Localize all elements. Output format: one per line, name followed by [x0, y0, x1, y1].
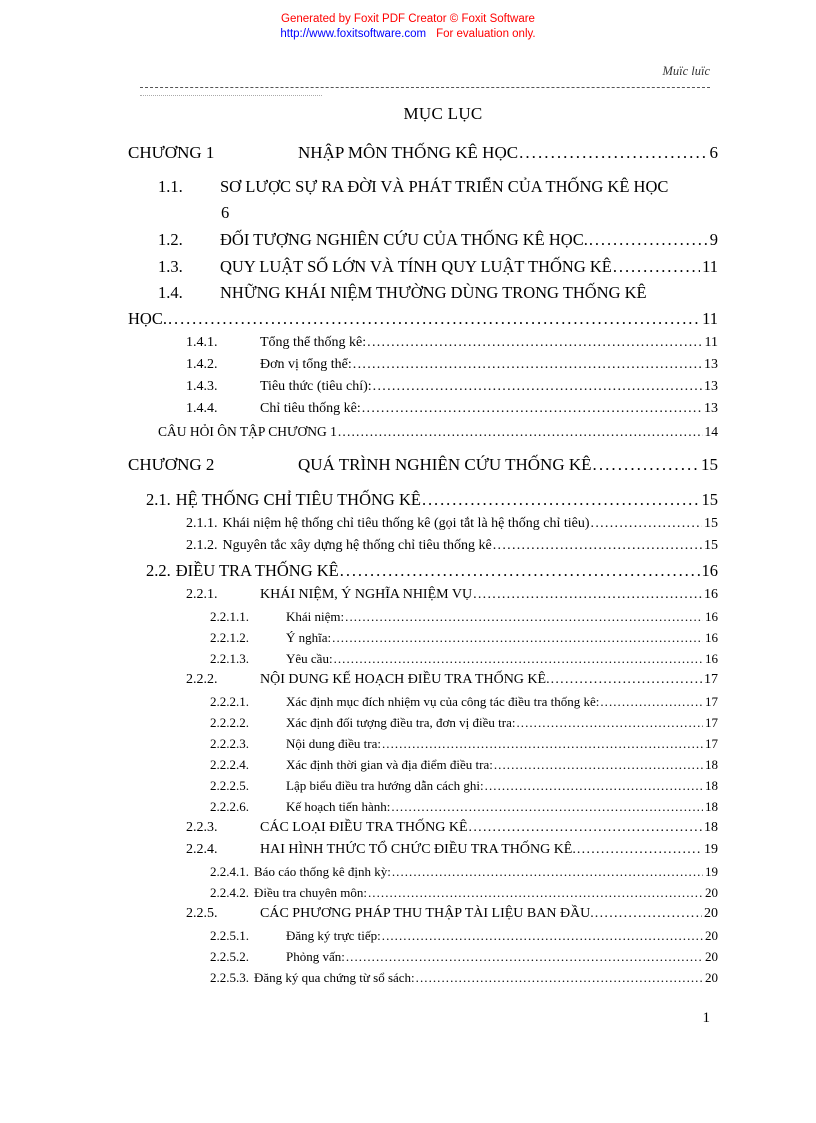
toc-leader-dots	[494, 754, 703, 775]
toc-leader-dots	[346, 946, 703, 967]
toc-entry-page: 11	[702, 257, 718, 276]
toc-entry-number: 1.4.1.	[186, 335, 218, 350]
toc-entry-page: 16	[701, 561, 718, 580]
toc-entry-text: Đơn vị tổng thể:	[260, 357, 352, 372]
toc-entry-page: 18	[705, 778, 718, 793]
toc-leader-dots	[391, 796, 703, 817]
toc-entry-text: Phỏng vấn:	[286, 949, 345, 964]
toc-entry-continuation	[220, 200, 718, 226]
toc-leader-dots	[595, 903, 702, 925]
toc-entry[interactable]	[158, 174, 718, 226]
toc-entry-page: 18	[705, 757, 718, 772]
toc-leader-dots	[340, 557, 700, 584]
toc-entry-text: Xác định thời gian và địa điểm điều tra:	[286, 757, 493, 772]
toc-entry-text: Khái niệm hệ thống chỉ tiêu thống kê (gọi tắt là hệ thống chỉ tiêu)	[222, 516, 590, 531]
toc-entry-text: CÁC LOẠI ĐIỀU TRA THỐNG KÊ	[260, 820, 468, 835]
toc-leader-dots	[551, 669, 702, 691]
toc-entry[interactable]	[210, 691, 718, 712]
toc-entry-page: 15	[701, 455, 718, 474]
toc-entry-text: Yêu cầu:	[286, 651, 333, 666]
toc-entry-page: 6	[221, 203, 230, 222]
toc-leader-dots	[593, 450, 699, 480]
toc-entry[interactable]	[146, 557, 718, 584]
toc-entry-number: 2.1.2.	[186, 538, 218, 553]
toc-entry[interactable]	[186, 513, 718, 535]
toc-entry-page: 20	[705, 949, 718, 964]
running-header: Muïc luïc	[662, 64, 710, 78]
toc-entry-text: Ý nghĩa:	[286, 630, 332, 645]
toc-entry-number: 2.2.2.6.	[210, 799, 249, 814]
toc-entry-text: Lập biểu điều tra hướng dẫn cách ghi:	[286, 778, 484, 793]
toc-entry-number: 2.2.2.3.	[210, 736, 249, 751]
watermark-line-1: Generated by Foxit PDF Creator © Foxit Software	[281, 13, 535, 25]
toc-entry-text: CÂU HỎI ÔN TẬP CHƯƠNG 1	[158, 424, 337, 439]
toc-entry-number: 2.2.1.2.	[210, 630, 249, 645]
toc-entry[interactable]	[186, 817, 718, 839]
toc-entry[interactable]	[210, 946, 718, 967]
watermark-line-2	[0, 27, 816, 42]
toc-entry-text: Tổng thể thống kê:	[260, 335, 367, 350]
toc-entry-page: 15	[701, 490, 718, 509]
toc-leader-dots	[473, 584, 702, 606]
toc-entry-text: HỆ THỐNG CHỈ TIÊU THỐNG KÊ	[175, 490, 421, 509]
toc-entry-number: 2.2.4.2.	[210, 885, 249, 900]
toc-entry-number: 1.2.	[158, 230, 183, 249]
toc-entry[interactable]	[186, 354, 718, 376]
toc-entry-text: Khái niệm:	[286, 609, 345, 624]
toc-entry-page: 6	[709, 143, 718, 162]
footer-page-number: 1	[702, 1010, 710, 1026]
toc-entry-text: KHÁI NIỆM, Ý NGHĨA NHIỆM VỤ	[260, 587, 473, 602]
toc-entry-number: 1.4.	[158, 283, 183, 302]
toc-entry-page: 13	[704, 401, 718, 416]
toc-entry-number: 1.4.4.	[186, 401, 218, 416]
toc-entry-page: 13	[704, 357, 718, 372]
toc-entry-text: Kế hoạch tiến hành:	[286, 799, 391, 814]
toc-entry-text: Đăng ký qua chứng từ sổ sách:	[254, 970, 415, 985]
toc-entry-page: 9	[709, 230, 718, 249]
toc-entry[interactable]	[186, 839, 718, 861]
toc-entry-page: 18	[704, 820, 718, 835]
toc-entry-page: 18	[705, 799, 718, 814]
toc-leader-dots	[382, 925, 703, 946]
toc-entry-number: 2.2.2.	[186, 672, 218, 687]
toc-leader-dots	[334, 648, 703, 669]
toc-entry-text: Xác định mục đích nhiệm vụ của công tác điều tra thống kê:	[286, 694, 600, 709]
toc-entry-number: 1.4.2.	[186, 357, 218, 372]
toc-leader-dots	[373, 376, 702, 398]
toc-leader-dots	[422, 486, 700, 513]
foxit-watermark	[0, 12, 816, 41]
toc-entry[interactable]	[158, 253, 718, 280]
toc-leader-dots	[600, 691, 703, 712]
toc-entry-text: SƠ LƯỢC SỰ RA ĐỜI VÀ PHÁT TRIỂN CỦA THỐNG KÊ HỌC	[220, 177, 669, 196]
toc-entry-number: 2.2.5.3.	[210, 970, 249, 985]
toc-entry-continuation	[128, 306, 718, 332]
toc-entry-number: CHƯƠNG 2	[128, 455, 215, 474]
toc-entry-page: 17	[705, 715, 718, 730]
toc-entry-number: 2.2.1.3.	[210, 651, 249, 666]
toc-list	[128, 138, 718, 988]
header-rule-secondary	[140, 95, 322, 96]
toc-entry[interactable]	[210, 925, 718, 946]
toc-entry-number: 2.2.5.	[186, 906, 218, 921]
toc-leader-dots	[516, 712, 703, 733]
toc-entry-number: 1.4.3.	[186, 379, 218, 394]
toc-entry-text: Nội dung điều tra:	[286, 736, 381, 751]
toc-entry-page: 11	[702, 309, 718, 328]
toc-entry-text: NỘI DUNG KẾ HOẠCH ĐIỀU TRA THỐNG KÊ.	[260, 672, 550, 687]
toc-entry-page: 15	[704, 516, 718, 531]
toc-entry-page: 13	[704, 379, 718, 394]
toc-entry-page: 11	[704, 335, 718, 350]
watermark-note: For evaluation only.	[436, 27, 536, 40]
toc-entry-page: 19	[704, 842, 718, 857]
toc-entry-number: 2.2.5.2.	[210, 949, 249, 964]
toc-entry[interactable]	[186, 535, 718, 557]
toc-entry[interactable]	[210, 648, 718, 669]
watermark-url[interactable]: http://www.foxitsoftware.com	[280, 27, 427, 40]
toc-entry-text: Báo cáo thống kê định kỳ:	[254, 864, 391, 879]
toc-entry-number: 2.2.3.	[186, 820, 218, 835]
toc-entry-page: 16	[705, 609, 718, 624]
toc-leader-dots	[362, 398, 702, 420]
toc-entry-page: 16	[705, 630, 718, 645]
toc-leader-dots	[577, 839, 702, 861]
toc-entry[interactable]	[210, 733, 718, 754]
toc-leader-dots	[382, 733, 703, 754]
toc-entry-page: 16	[704, 587, 718, 602]
toc-entry-page: 20	[705, 885, 718, 900]
toc-entry-text: NHỮNG KHÁI NIỆM THƯỜNG DÙNG TRONG THỐNG KÊ	[220, 283, 647, 302]
toc-entry-number: 2.2.2.1.	[210, 694, 249, 709]
toc-entry[interactable]	[210, 861, 718, 882]
toc-entry-page: 20	[705, 970, 718, 985]
toc-entry-text: Nguyên tắc xây dựng hệ thống chỉ tiêu thống kê	[222, 538, 492, 553]
toc-entry-page: 16	[705, 651, 718, 666]
toc-entry-page: 19	[705, 864, 718, 879]
toc-entry-line	[158, 280, 718, 306]
toc-entry-number: 2.2.2.2.	[210, 715, 249, 730]
toc-entry-text: ĐỐI TƯỢNG NGHIÊN CỨU CỦA THỐNG KÊ HỌC.	[220, 230, 588, 249]
toc-entry-text: Điều tra chuyên môn:	[254, 885, 367, 900]
toc-entry[interactable]	[158, 226, 718, 253]
toc-leader-dots	[338, 420, 703, 444]
toc-entry-text-continued: HỌC.	[128, 309, 167, 328]
toc-leader-dots	[591, 513, 702, 535]
toc-entry[interactable]	[186, 669, 718, 691]
toc-entry-text: NHẬP MÔN THỐNG KÊ HỌC	[298, 143, 519, 162]
toc-entry-number: 2.1.	[146, 490, 171, 509]
toc-entry-number: 2.2.1.	[186, 587, 218, 602]
toc-entry-number: 2.2.2.5.	[210, 778, 249, 793]
toc-entry[interactable]	[186, 376, 718, 398]
toc-entry-text: Chỉ tiêu thống kê:	[260, 401, 361, 416]
toc-entry-page: 17	[705, 736, 718, 751]
toc-leader-dots	[392, 861, 703, 882]
toc-entry-number: 2.2.	[146, 561, 171, 580]
toc-entry-number: 1.1.	[158, 177, 183, 196]
toc-entry-text: HAI HÌNH THỨC TỔ CHỨC ĐIỀU TRA THỐNG KÊ.	[260, 842, 576, 857]
toc-entry-text: Xác định đối tượng điều tra, đơn vị điều tra:	[286, 715, 516, 730]
toc-entry-number: 1.3.	[158, 257, 183, 276]
toc-entry[interactable]	[210, 754, 718, 775]
toc-leader-dots	[589, 226, 708, 253]
toc-leader-dots	[168, 306, 700, 332]
toc-entry-page: 15	[704, 538, 718, 553]
toc-entry[interactable]	[146, 486, 718, 513]
toc-leader-dots	[493, 535, 702, 557]
toc-entry[interactable]	[210, 775, 718, 796]
toc-leader-dots	[519, 138, 707, 168]
toc-entry-page: 17	[704, 672, 718, 687]
toc-entry[interactable]	[210, 712, 718, 733]
toc-entry-text: ĐIỀU TRA THỐNG KÊ	[175, 561, 339, 580]
page-title: MỤC LỤC	[403, 104, 483, 123]
toc-entry[interactable]	[210, 606, 718, 627]
toc-entry-page: 17	[705, 694, 718, 709]
toc-leader-dots	[332, 627, 703, 648]
toc-entry-number: CHƯƠNG 1	[128, 143, 215, 162]
toc-entry-number: 2.2.1.1.	[210, 609, 249, 624]
toc-entry-text: Đăng ký trực tiếp:	[286, 928, 381, 943]
toc-entry-number: 2.2.4.1.	[210, 864, 249, 879]
toc-entry[interactable]	[210, 967, 718, 988]
toc-leader-dots	[368, 882, 703, 903]
toc-entry-number: 2.2.4.	[186, 842, 218, 857]
toc-entry[interactable]	[186, 584, 718, 606]
toc-content	[128, 104, 718, 988]
toc-entry-page: 20	[705, 928, 718, 943]
toc-leader-dots	[367, 332, 702, 354]
toc-entry-text: CÁC PHƯƠNG PHÁP THU THẬP TÀI LIỆU BAN ĐẦU.	[260, 906, 594, 921]
toc-entry[interactable]	[158, 420, 718, 444]
toc-entry[interactable]	[186, 332, 718, 354]
toc-entry-page: 20	[704, 906, 718, 921]
toc-leader-dots	[469, 817, 702, 839]
toc-entry-line	[158, 174, 718, 200]
toc-entry[interactable]	[210, 796, 718, 817]
toc-entry-number: 2.2.2.4.	[210, 757, 249, 772]
toc-entry[interactable]	[128, 138, 718, 168]
toc-entry[interactable]	[210, 882, 718, 903]
toc-leader-dots	[345, 606, 703, 627]
toc-entry-number: 2.2.5.1.	[210, 928, 249, 943]
toc-entry-text: QUÁ TRÌNH NGHIÊN CỨU THỐNG KÊ	[298, 455, 592, 474]
toc-leader-dots	[416, 967, 703, 988]
toc-entry[interactable]	[186, 398, 718, 420]
toc-leader-dots	[353, 354, 702, 376]
header-rule	[140, 87, 710, 88]
toc-entry[interactable]	[186, 903, 718, 925]
toc-entry-text: QUY LUẬT SỐ LỚN VÀ TÍNH QUY LUẬT THỐNG KÊ	[220, 257, 612, 276]
toc-entry[interactable]	[128, 450, 718, 480]
toc-entry[interactable]	[128, 280, 718, 332]
toc-entry-page: 14	[704, 424, 718, 439]
toc-leader-dots	[613, 253, 700, 280]
toc-leader-dots	[485, 775, 703, 796]
toc-entry[interactable]	[210, 627, 718, 648]
toc-entry-number: 2.1.1.	[186, 516, 218, 531]
toc-entry-text: Tiêu thức (tiêu chí):	[260, 379, 372, 394]
